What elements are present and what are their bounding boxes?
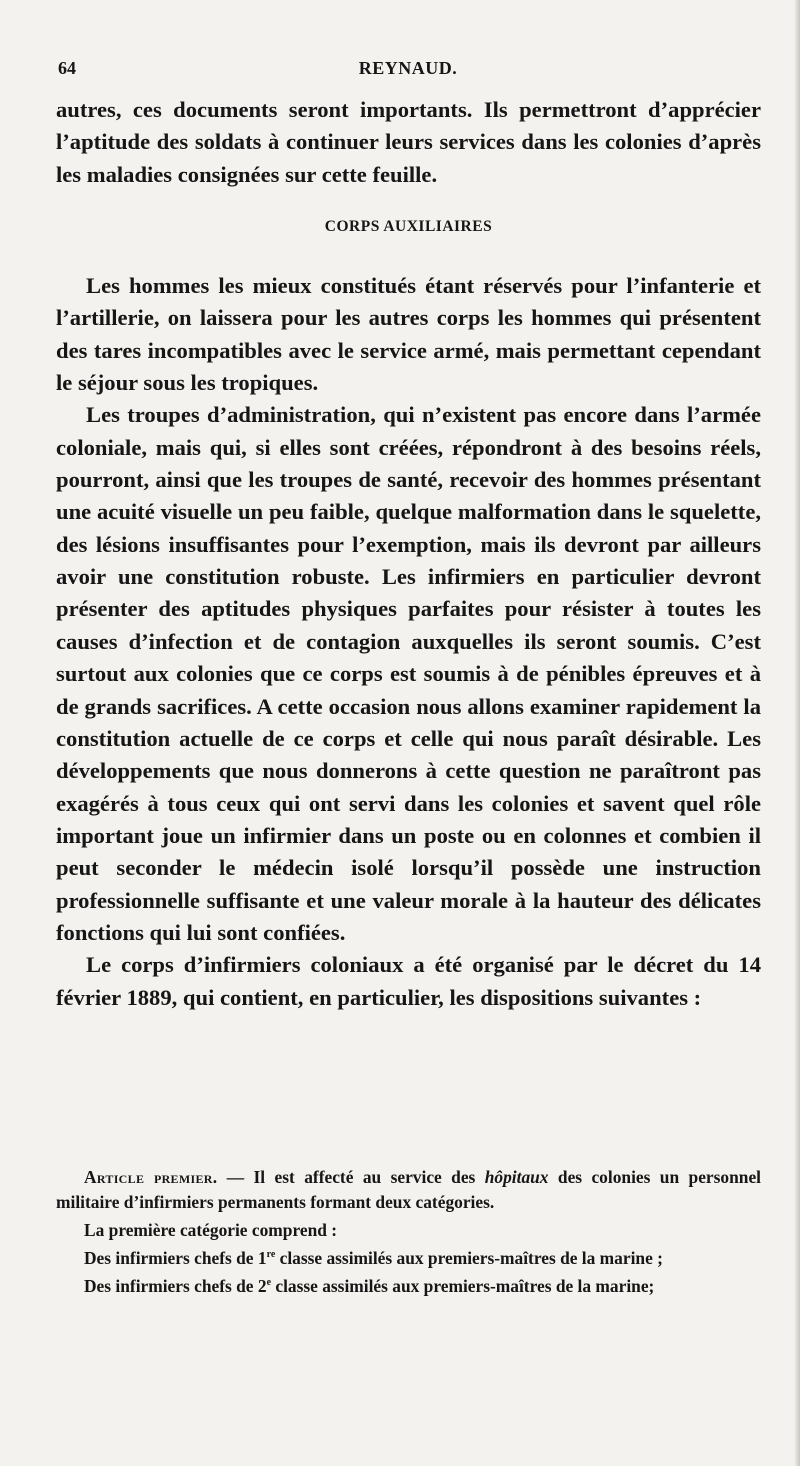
- article-line-chefs-2e-sup: e: [266, 1277, 272, 1289]
- article-line-categorie: La première catégorie comprend :: [84, 1220, 338, 1240]
- article-line-chefs-2e-a: Des infirmiers chefs de 2: [84, 1276, 267, 1296]
- page-edge-shadow: [794, 0, 800, 1466]
- article-italic-word: hôpitaux: [484, 1167, 549, 1187]
- article-line-chefs-2e: [56, 1274, 761, 1299]
- paragraph-troupes-administration: Les troupes d’administration, qui n’existent pas encore dans l’armée coloniale, mais qui, si elles sont créées, répondront à des besoins réels, pourront, ainsi que les troupes de santé, recevoir des hommes présentant une acuité visuelle un peu faible, quelque malformation dans le squelette, des lésions insuffisantes pour l’exemption, mais ils devront par ailleurs avoir une constitution robuste. Les infirmiers en particulier devront présenter des aptitudes physiques parfaites pour résister à toutes les causes d’infection et de contagion auxquelles ils seront soumis. C’est surtout aux colonies que ce corps est soumis à de pénibles épreuves et à de grands sacrifices. A cette occasion nous allons examiner rapidement la constitution actuelle de ce corps et celle qui nous paraît désirable. Les développements que nous donnerons à cette question ne paraîtront pas exagérés à tous ceux qui ont servi dans les colonies et savent quel rôle important joue un infirmier dans un poste ou en colonnes et combien il peut seconder le médecin isolé lorsqu’il possède une instruction professionnelle suffisante et une valeur morale à la hauteur des délicates fonctions qui lui sont confiées.: [56, 402, 761, 945]
- paragraph-continuation: autres, ces documents seront importants. Ils permettront d’apprécier l’aptitude des soldats à continuer leurs services dans les colonies d’après les maladies consignées sur cette feuille.: [56, 97, 761, 187]
- paragraph-corps-infirmiers: Le corps d’infirmiers coloniaux a été organisé par le décret du 14 février 1889, qui contient, en particulier, les dispositions suivantes :: [56, 952, 761, 1010]
- paragraph-corps-hommes: Les hommes les mieux constitués étant réservés pour l’infanterie et l’artillerie, on laissera pour les autres corps les hommes qui présentent des tares incompatibles avec le service armé, mais permettant cependant le séjour sous les tropiques.: [56, 273, 761, 396]
- article-first-paragraph: [56, 1165, 761, 1215]
- article-line-chefs-1re-a: Des infirmiers chefs de 1: [84, 1248, 267, 1268]
- article-line-chefs-2e-b: classe assimilés aux premiers-maîtres de la marine;: [271, 1276, 655, 1296]
- page-number: 64: [58, 58, 76, 78]
- decree-article: [56, 1165, 761, 1299]
- article-line-chefs-1re: [56, 1246, 761, 1271]
- running-title: REYNAUD.: [358, 58, 458, 78]
- running-head: [58, 58, 758, 86]
- section-heading: CORPS AUXILIAIRES: [324, 218, 493, 236]
- article-label: Article premier.: [84, 1167, 218, 1187]
- main-text: [56, 94, 761, 1014]
- article-line-chefs-1re-b: classe assimilés aux premiers-maîtres de la marine ;: [275, 1248, 663, 1268]
- article-text-b: des colonies un personnel militaire d’infirmiers permanents formant deux catégories.: [56, 1167, 761, 1212]
- article-line-chefs-1re-sup: re: [266, 1249, 276, 1261]
- article-text-a: — Il est affecté au service des: [217, 1167, 485, 1187]
